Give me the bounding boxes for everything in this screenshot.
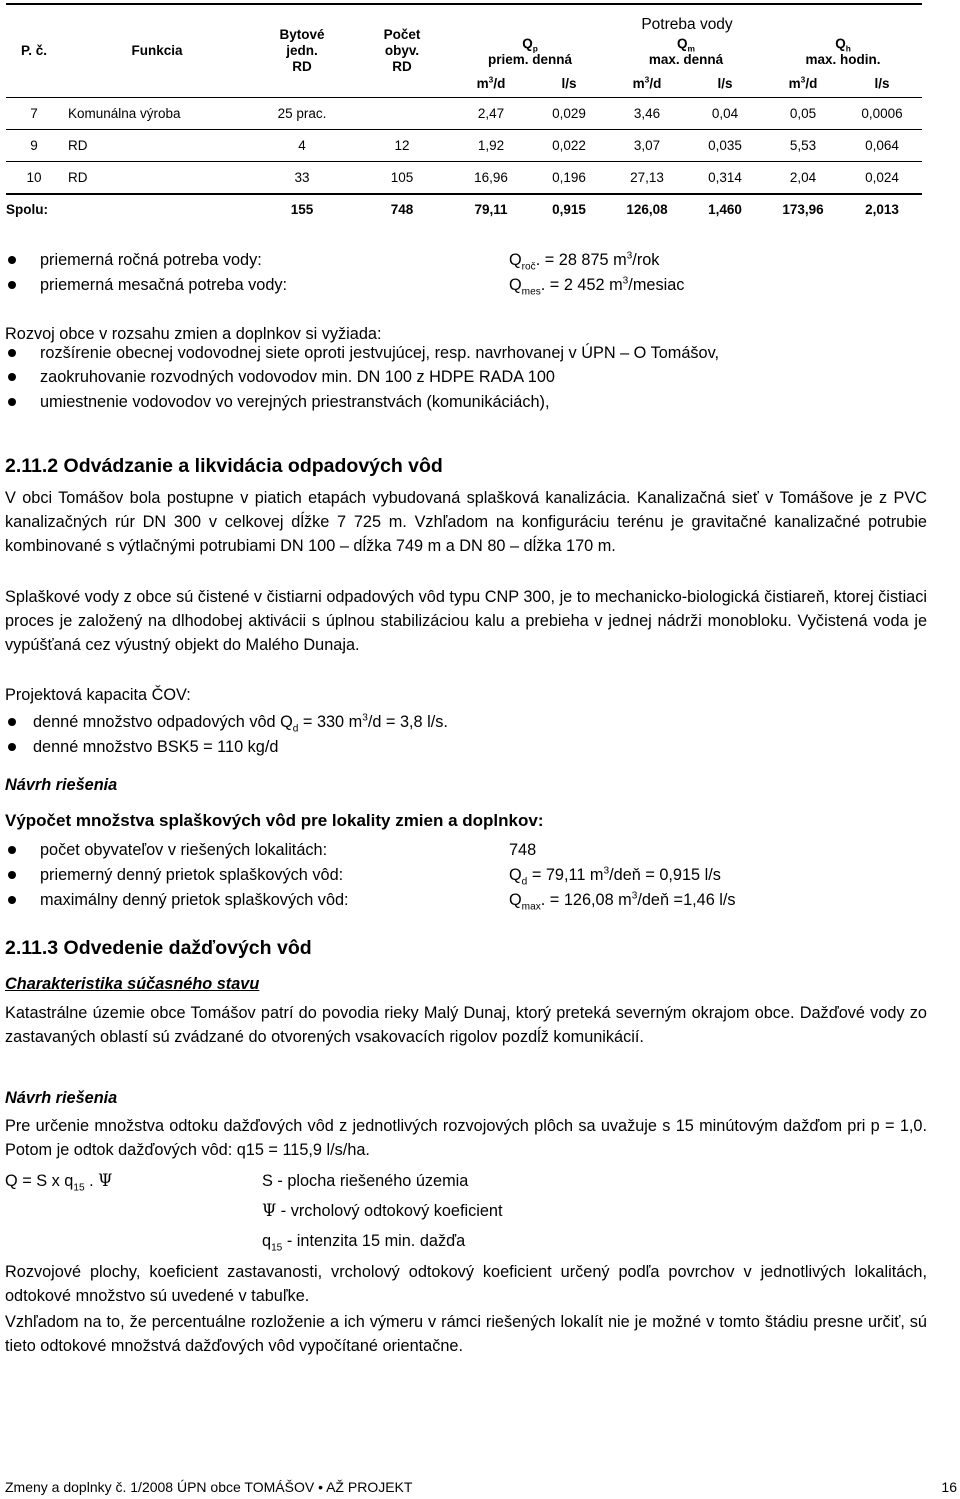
table-cell: RD [62, 162, 252, 195]
legend-item: S - plocha riešeného územia [262, 1172, 469, 1190]
formula: Q = S x $q_{15}$ . Ψ [5, 1171, 113, 1194]
list-item-value: $Q_{roč}$. = 28 875 $m^3$/rok [509, 250, 660, 273]
table-cell: 10 [6, 162, 62, 195]
paragraph: V obci Tomášov bola postupne v piatich etapách vybudovaná splašková kanalizácia. Kanalizačná sieť v Tomášove je z PVC kanalizačných rúr DN 300 v celkovej dĺžke 7 725 m. Vzhľadom na konfiguráciu terénu je gravitačné kanalizačné potrubie kombinované s výtlačnými potrubiami DN 100 – dĺžka 749 m a DN 80 – dĺžka 170 m. [5, 489, 927, 555]
bullet-icon [8, 398, 16, 406]
header-qp: $Q_p$ priem. denná [487, 36, 573, 67]
table-row [6, 130, 922, 162]
subheading: Charakteristika súčasného stavu [5, 975, 260, 993]
subheading: Výpočet množstva splaškových vôd pre lokality zmien a doplnkov: [5, 811, 544, 830]
table-cell: 0,024 [842, 162, 922, 195]
table-cell: 7 [6, 98, 62, 130]
unit-ls: l/s [530, 71, 608, 98]
list-item: umiestnenie vodovodov vo verejných priestranstvách (komunikáciách), [40, 393, 550, 411]
table-total-row [6, 194, 922, 225]
table-cell: 25 prac. [252, 98, 352, 130]
list-item: priemerná mesačná potreba vody: [40, 276, 288, 294]
table-cell: 1,92 [452, 130, 530, 162]
list-item-value: 748 [509, 841, 537, 859]
table-cell: 0,915 [552, 202, 586, 217]
list-item: maximálny denný prietok splaškových vôd: [40, 891, 349, 909]
table-cell: 5,53 [764, 130, 842, 162]
table-cell: RD [62, 130, 252, 162]
table-cell: 0,05 [764, 98, 842, 130]
table-cell: 0,0006 [842, 98, 922, 130]
paragraph: Vzhľadom na to, že percentuálne rozloženie a ich výmeru v rámci riešených lokalít nie je možné v tomto štádiu presne určiť, sú tieto odtokové množstvá dažďových vôd vypočítané orientačne. [5, 1313, 927, 1355]
unit-ls: l/s [686, 71, 764, 98]
legend-item: $q_{15}$ - intenzita 15 min. dažďa [262, 1232, 466, 1254]
table-cell: 173,96 [782, 202, 824, 217]
table-cell: 126,08 [626, 202, 668, 217]
bullet-icon [8, 281, 16, 289]
list-item: počet obyvateľov v riešených lokalitách: [40, 841, 328, 859]
table-cell [352, 98, 452, 130]
table-cell: 0,064 [842, 130, 922, 162]
table-row [6, 162, 922, 195]
paragraph: Rozvojové plochy, koeficient zastavanosti, vrcholový odtokový koeficient určený podľa povrchov v jednotlivých lokalitách, odtokové množstvo sú uvedené v tabuľke. [5, 1263, 927, 1305]
header-potreba: Potreba vody [452, 4, 922, 33]
table-cell: 2,47 [452, 98, 530, 130]
table-cell: 3,07 [608, 130, 686, 162]
bullet-icon [8, 896, 16, 904]
table-cell: 0,196 [530, 162, 608, 195]
table-cell: 1,460 [708, 202, 742, 217]
paragraph: Katastrálne územie obce Tomášov patrí do povodia rieky Malý Dunaj, ktorý preteká severným okrajom obce. Dažďové vody zo zastavaných oblastí sú zvádzané do otvorených vsakovacích rigolov pozdĺž komunikácií. [5, 1004, 927, 1046]
header-qm: $Q_m$ max. denná [648, 36, 724, 67]
bullet-icon [8, 373, 16, 381]
table-cell: 0,029 [530, 98, 608, 130]
list-item-value: $Q_{mes}$. = 2 452 $m^3$/mesiac [509, 275, 685, 298]
page-footer [5, 1478, 957, 1496]
list-item: rozšírenie obecnej vodovodnej siete oproti jestvujúcej, resp. navrhovanej v ÚPN – O Tomášov, [40, 344, 720, 362]
table-cell: 0,035 [686, 130, 764, 162]
header-pocet: Počet obyv. RD [352, 4, 452, 98]
bullet-icon [8, 871, 16, 879]
footer-text: Zmeny a doplnky č. 1/2008 ÚPN obce TOMÁŠOV • AŽ PROJEKT [5, 1479, 413, 1495]
unit-m3d: $m^3/d$ [764, 71, 842, 98]
section-heading: 2.11.2 Odvádzanie a likvidácia odpadových vôd [5, 455, 443, 477]
list-item: priemerná ročná potreba vody: [40, 251, 262, 269]
list-item: priemerný denný prietok splaškových vôd: [40, 866, 344, 884]
table-cell: 2,013 [865, 202, 899, 217]
table-cell: 12 [352, 130, 452, 162]
table-cell: 33 [252, 162, 352, 195]
subheading: Návrh riešenia [5, 1089, 118, 1107]
table-cell: 16,96 [452, 162, 530, 195]
list-item: denné množstvo odpadových vôd $Q_d = 330$ $m^3/d = 3,8$ l/s. [33, 712, 448, 735]
paragraph: Pre určenie množstva odtoku dažďových vôd z jednotlivých rozvojových plôch sa uvažuje s 15 minútovým dažďom pri p = 1,0. Potom je odtok dažďových vôd: q15 = 115,9 l/s/ha. [5, 1117, 927, 1159]
legend-item: Ψ - vrcholový odtokový koeficient [262, 1201, 503, 1220]
table-cell: 2,04 [764, 162, 842, 195]
table-cell: 0,314 [686, 162, 764, 195]
paragraph: Splaškové vody z obce sú čistené v čistiarni odpadových vôd typu CNP 300, je to mechanicko-biologická čistiareň, ktorej čistiaci proces je založený na dlhodobej aktivácii s úplnou stabilizáciou kalu a prebieha v jednej nádrži monobloku. Vyčistená voda je vypúšťaná cez výustný objekt do Malého Dunaja. [5, 588, 927, 654]
header-bytove: Bytové jedn. RD [252, 4, 352, 98]
cov-title: Projektová kapacita ČOV: [5, 686, 191, 704]
list-item-value: $Q_d = 79,11$ $m^3$/deň = 0,915 l/s [509, 865, 721, 888]
header-qh: $Q_h$ max. hodin. [805, 36, 881, 67]
water-demand-table [6, 3, 922, 225]
bullet-icon [8, 349, 16, 357]
unit-ls: l/s [842, 71, 922, 98]
table-cell: 9 [6, 130, 62, 162]
bullet-icon [8, 846, 16, 854]
unit-m3d: $m^3/d$ [452, 71, 530, 98]
table-cell: Komunálna výroba [62, 98, 252, 130]
table-cell: 3,46 [608, 98, 686, 130]
table-cell: 105 [352, 162, 452, 195]
table-cell: 27,13 [608, 162, 686, 195]
list-item: denné množstvo BSK5 = 110 kg/d [33, 738, 279, 756]
list-item: zaokruhovanie rozvodných vodovodov min. DN 100 z HDPE RADA 100 [40, 368, 555, 386]
table-cell: 0,022 [530, 130, 608, 162]
header-funkcia: Funkcia [62, 4, 252, 98]
dev-intro: Rozvoj obce v rozsahu zmien a doplnkov si vyžiada: [5, 325, 382, 343]
bullet-icon [8, 718, 16, 726]
table-cell: 0,04 [686, 98, 764, 130]
unit-m3d: $m^3/d$ [608, 71, 686, 98]
bullet-icon [8, 256, 16, 264]
table-cell: 4 [252, 130, 352, 162]
table-cell: 79,11 [474, 202, 508, 217]
page-number: 16 [941, 1479, 957, 1495]
subheading: Návrh riešenia [5, 776, 118, 794]
total-label: Spolu: [6, 202, 48, 217]
table-cell: 155 [290, 202, 314, 217]
bullet-icon [8, 743, 16, 751]
list-item-value: $Q_{max}$. = 126,08 $m^3$/deň =1,46 l/s [509, 890, 736, 913]
section-heading: 2.11.3 Odvedenie dažďových vôd [5, 937, 312, 959]
table-row [6, 98, 922, 130]
table-cell: 748 [390, 202, 414, 217]
header-pc: P. č. [6, 4, 62, 98]
